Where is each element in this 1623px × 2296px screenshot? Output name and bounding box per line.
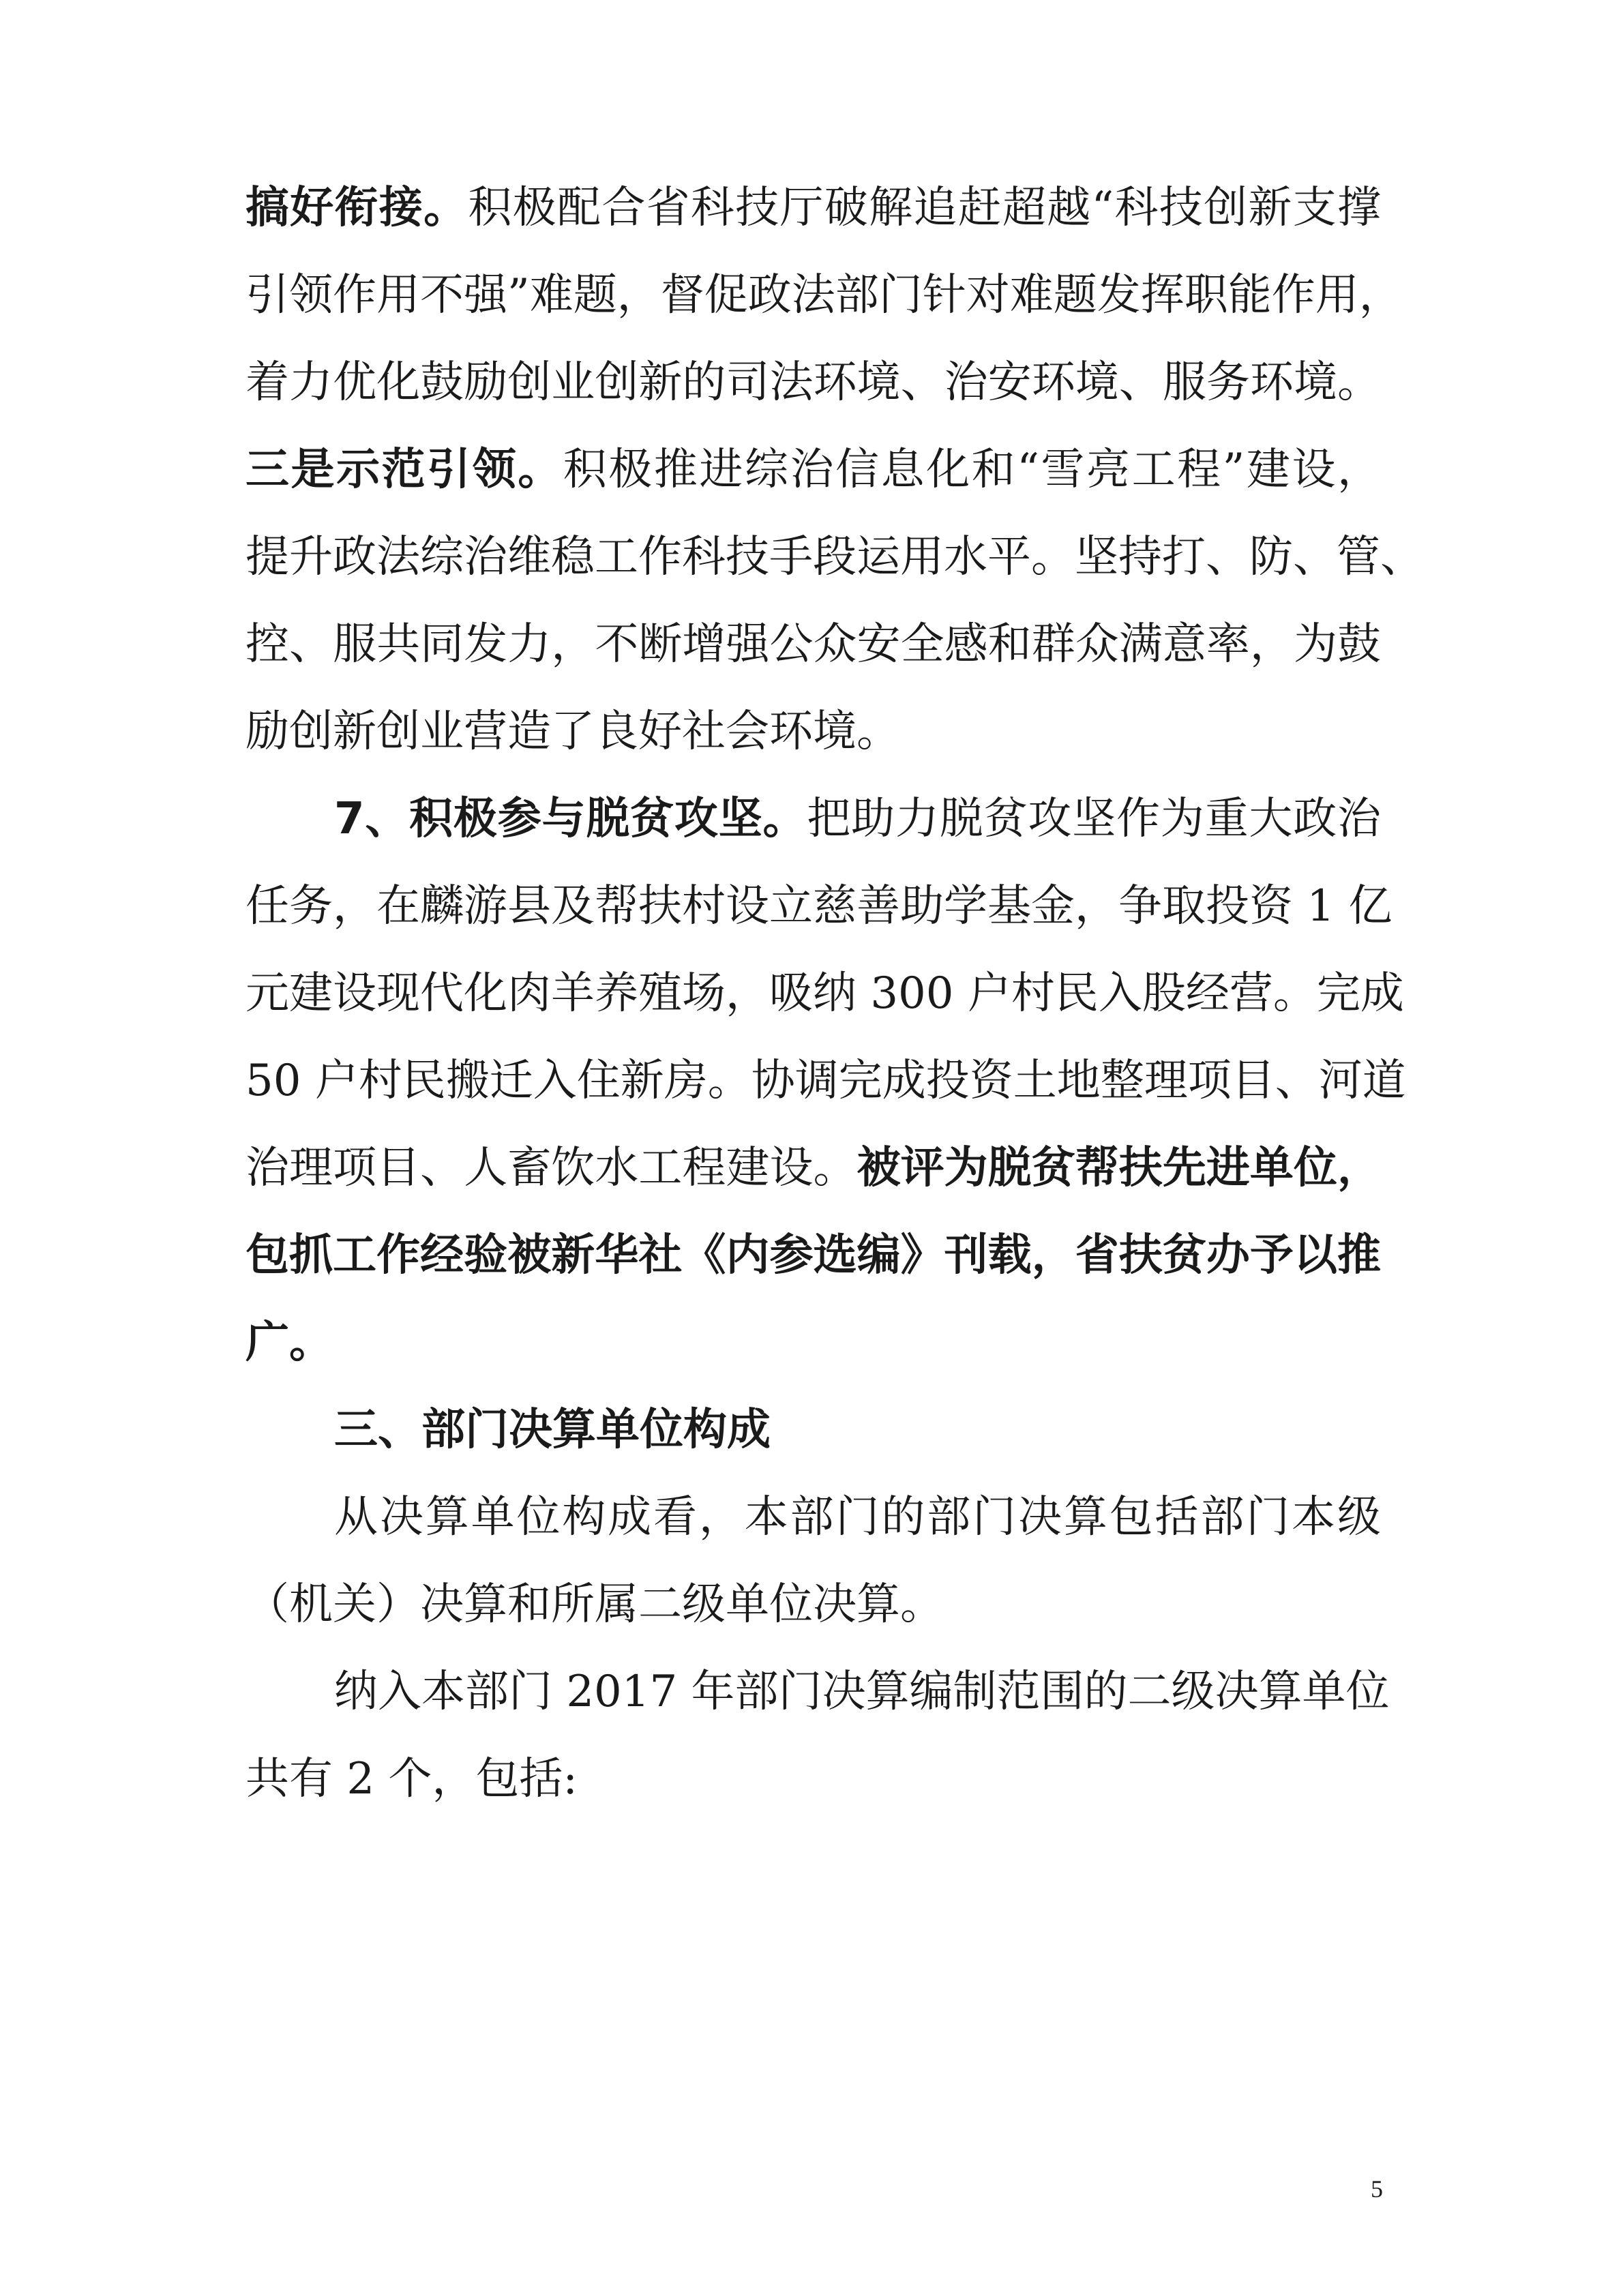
paragraph-line: 励创新创业营造了良好社会环境。 (245, 706, 900, 757)
paragraph-line: 从决算单位构成看，本部门的部门决算包括部门本级 (334, 1492, 1381, 1542)
line-text: 积极配合省科技厅破解追赶超越“科技创新支撑 (468, 183, 1382, 233)
paragraph-line: 共有 2 个，包括: (245, 1754, 578, 1804)
bold-lead: 7、积极参与脱贫攻坚。 (334, 794, 807, 844)
paragraph-line: 广。 (245, 1317, 333, 1368)
line-text: 治理项目、人畜饮水工程建设。 (245, 1143, 857, 1193)
paragraph-line: 纳入本部门 2017 年部门决算编制范围的二级决算单位 (334, 1667, 1390, 1717)
paragraph-line: 提升政法综治维稳工作科技手段运用水平。坚持打、防、管、 (245, 532, 1424, 582)
bold-lead: 搞好衔接。 (245, 183, 468, 233)
paragraph-line: 着力优化鼓励创业创新的司法环境、治安环境、服务环境。 (245, 357, 1381, 408)
line-text: 积极推进综治信息化和“雪亮工程”建设， (563, 445, 1381, 495)
page-number: 5 (1371, 2175, 1383, 2203)
line-text: 把助力脱贫攻坚作为重大政治 (807, 794, 1382, 844)
paragraph-line: 控、服共同发力，不断增强公众安全感和群众满意率，为鼓 (245, 619, 1381, 670)
bold-text: 被评为脱贫帮扶先进单位， (857, 1143, 1382, 1193)
paragraph-line: 元建设现代化肉羊养殖场，吸纳 300 户村民入股经营。完成 (245, 968, 1404, 1019)
paragraph-line: 引领作用不强”难题，督促政法部门针对难题发挥职能作用， (245, 270, 1403, 320)
paragraph-line: 任务，在麟游县及帮扶村设立慈善助学基金，争取投资 1 亿 (245, 881, 1393, 931)
paragraph-line (245, 181, 1381, 235)
paragraph-line (245, 1141, 1381, 1195)
paragraph-line: 包抓工作经验被新华社《内参选编》刊载，省扶贫办予以推 (245, 1230, 1381, 1281)
paragraph-line (334, 792, 1381, 846)
paragraph-line (245, 443, 1381, 497)
paragraph-line: 50 户村民搬迁入住新房。协调完成投资土地整理项目、河道 (245, 1056, 1406, 1106)
section-heading: 三、部门决算单位构成 (334, 1405, 771, 1455)
bold-lead: 三是示范引领。 (245, 445, 563, 495)
paragraph-line: （机关）决算和所属二级单位决算。 (245, 1579, 944, 1630)
